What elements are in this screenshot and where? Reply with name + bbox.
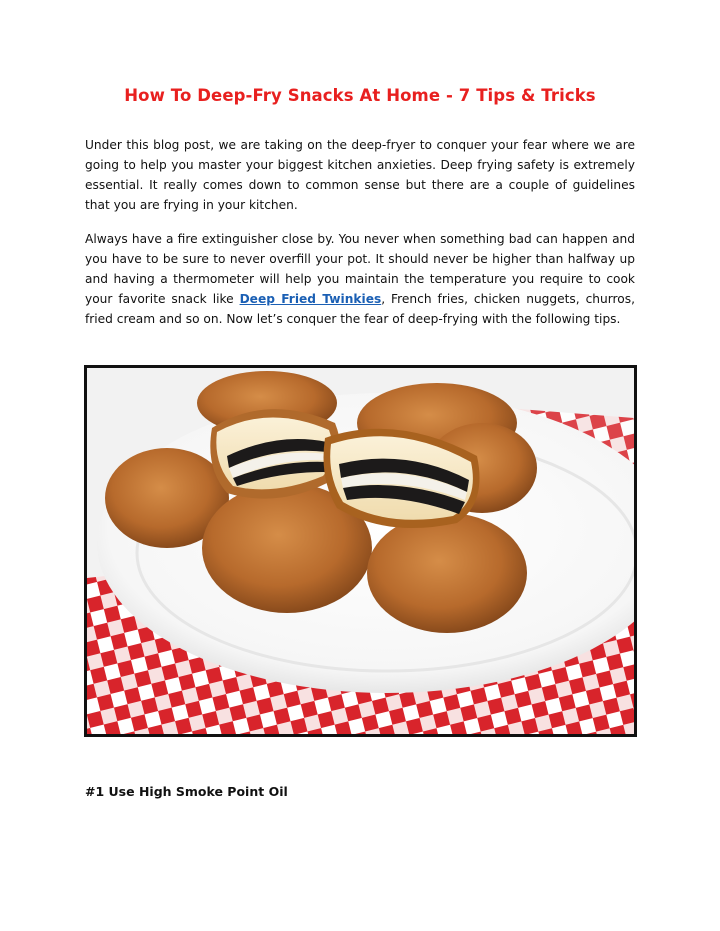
fried-oreos-photo bbox=[84, 365, 637, 737]
fritter-front-right bbox=[367, 513, 527, 633]
deep-fried-twinkies-link[interactable]: Deep Fried Twinkies bbox=[239, 292, 382, 306]
section-heading: #1 Use High Smoke Point Oil bbox=[85, 784, 288, 799]
fried-oreos-illustration bbox=[87, 368, 634, 734]
page-title: How To Deep-Fry Snacks At Home - 7 Tips & Tricks bbox=[124, 86, 596, 105]
safety-text-after-link: , French fries, chicken nuggets, churros, fried cream and so on. Now let’s conquer the fear of deep-frying with the following tips. bbox=[85, 292, 635, 326]
safety-paragraph bbox=[85, 229, 635, 329]
safety-text-before-link: Always have a fire extinguisher close by. You never when something bad can happen and you have to be sure to never overfill your pot. It should never be higher than halfway up and having a thermometer will help you maintain the temperature you require to cook your favorite snack like bbox=[85, 232, 635, 306]
intro-paragraph: Under this blog post, we are taking on the deep-fryer to conquer your fear where we are going to help you master your biggest kitchen anxieties. Deep frying safety is extremely essential. It really comes down to common sense but there are a couple of guidelines that you are frying in your kitchen. bbox=[85, 138, 635, 212]
halved-oreo-left bbox=[210, 409, 340, 498]
